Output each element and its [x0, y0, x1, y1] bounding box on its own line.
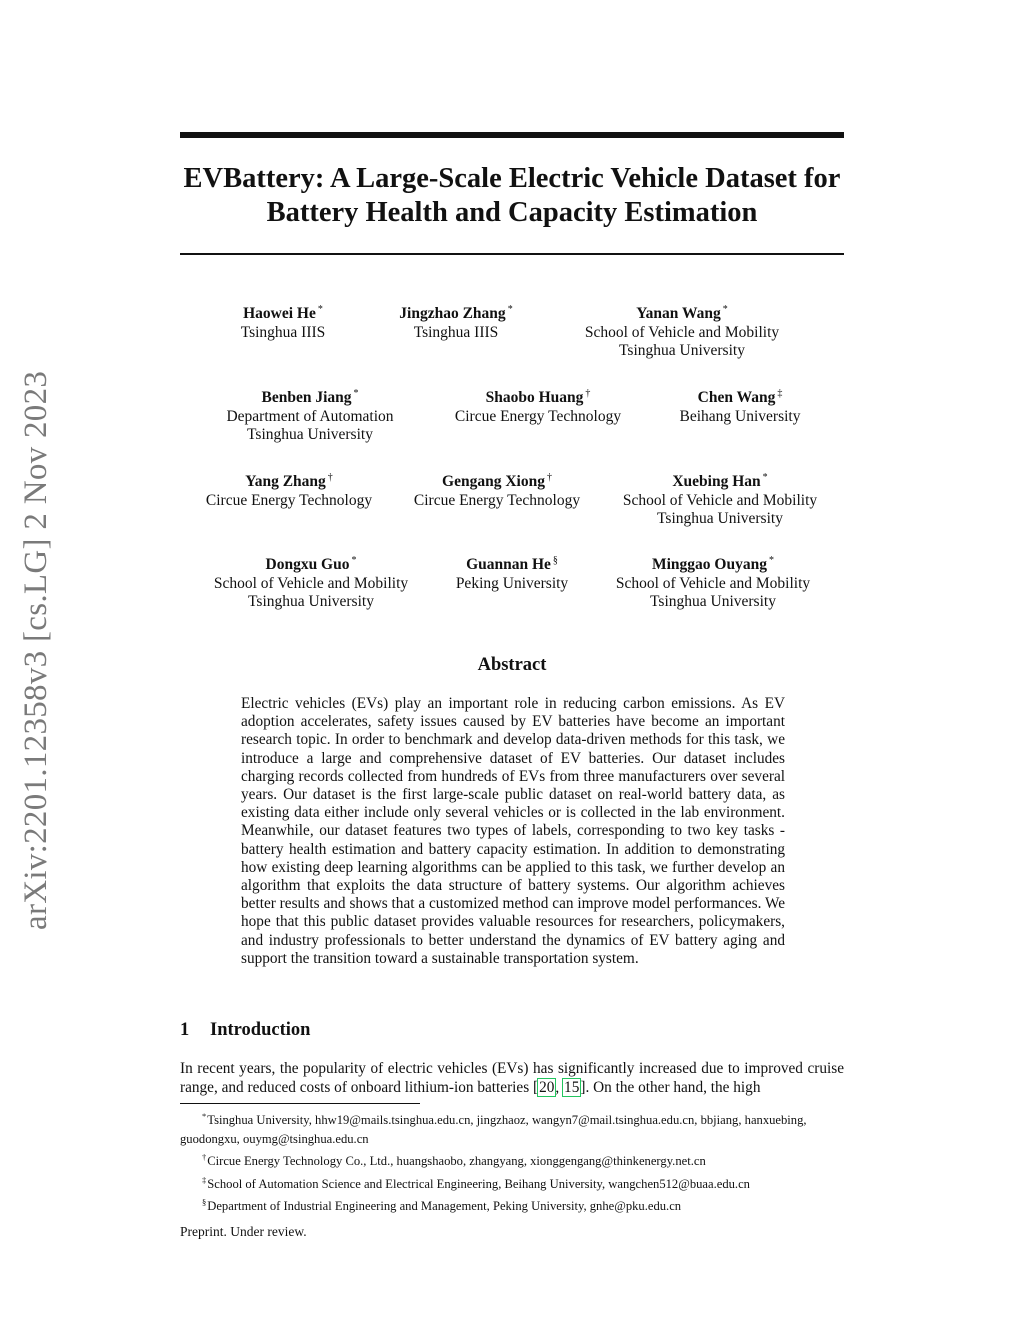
author-block: [180, 385, 440, 445]
section-title: Introduction: [210, 1020, 311, 1040]
footnote: [180, 1171, 844, 1194]
footnote: [180, 1193, 844, 1216]
author-name: Jingzhao Zhang *: [399, 304, 513, 322]
author-affiliation-2: Tsinghua University: [248, 593, 374, 610]
footnote-mark: †: [202, 1152, 207, 1162]
abstract-text: Electric vehicles (EVs) play an important role in reducing carbon emissions. As EV adoption accelerates, safety issues caused by EV batteries have become an important research topic. In order to benchmark and develop data-driven methods for this task, we introduce a large and comprehensive dataset of EV batteries. Our dataset includes charging records collected from hundreds of EVs from three manufacturers over several years. Our dataset is the first large-scale public dataset on real-world battery data, as existing data either include only several vehicles or is collected in the lab environment. Meanwhile, our dataset features two types of labels, corresponding to two key tasks - battery health estimation and battery capacity estimation. In addition to demonstrating how existing deep learning algorithms can be applied to this task, we further develop an algorithm that exploits the data structure of battery systems. Our algorithm achieves better results and shows that a customized method can improve model performances. We hope that this public dataset provides valuable resources for researchers, policymakers, and industry professionals to better understand the dynamics of EV battery aging and support the transition toward a sustainable transportation system.: [241, 695, 785, 967]
author-name: Gengang Xiong †: [442, 472, 552, 490]
author-name: Shaobo Huang †: [485, 388, 591, 406]
footnote-mark: ‡: [202, 1174, 207, 1185]
author-block: [583, 552, 843, 612]
author-affiliation: School of Vehicle and Mobility: [584, 323, 780, 341]
citation-link[interactable]: 15: [564, 1079, 580, 1096]
author-block: [610, 385, 870, 426]
author-name: Guannan He §: [466, 555, 558, 573]
author-block: [326, 301, 586, 342]
footnotes: [180, 1107, 844, 1216]
citation-separator: ,: [555, 1079, 564, 1096]
footnote: [180, 1107, 844, 1148]
footnote: [180, 1148, 844, 1171]
introduction-paragraph: [180, 1059, 844, 1097]
author-block: [590, 469, 850, 529]
author-name: Yang Zhang †: [245, 472, 333, 490]
author-affiliation: School of Vehicle and Mobility: [213, 574, 409, 592]
paper-title: [160, 162, 864, 230]
author-affiliation: School of Vehicle and Mobility: [615, 574, 811, 592]
author-affiliation: Circue Energy Technology: [205, 491, 373, 509]
author-affiliation: Department of Automation: [226, 407, 394, 425]
preprint-notice: Preprint. Under review.: [180, 1224, 307, 1239]
author-affiliation: Tsinghua IIIS: [240, 323, 326, 341]
author-affiliation-2: Tsinghua University: [650, 593, 776, 610]
author-affiliation: Circue Energy Technology: [454, 407, 622, 425]
citation-link[interactable]: 20: [539, 1079, 555, 1096]
footnote-text: Circue Energy Technology Co., Ltd., huangshaobo, zhangyang, xionggengang@thinkenergy.net.cn: [207, 1154, 706, 1168]
title-bottom-rule: [180, 253, 844, 255]
abstract-heading: Abstract: [477, 655, 547, 675]
footnote-mark: §: [202, 1197, 207, 1207]
author-name: Benben Jiang *: [261, 388, 359, 406]
author-name: Minggao Ouyang *: [652, 555, 774, 573]
author-block: [552, 301, 812, 361]
author-name: Yanan Wang *: [636, 304, 728, 322]
title-line-2: Battery Health and Capacity Estimation: [266, 197, 758, 228]
section-number: 1: [180, 1020, 190, 1040]
footnote-text: Tsinghua University, hhw19@mails.tsinghua.edu.cn, jingzhaoz, wangyn7@mail.tsinghua.edu.cn, bbjiang, hanxuebing, guodongxu, ouymg@tsinghua.edu.cn: [180, 1113, 807, 1146]
author-block: [367, 469, 627, 510]
author-name: Chen Wang ‡: [697, 388, 783, 406]
author-name: Haowei He *: [243, 304, 323, 322]
intro-text: In recent years, the popularity of electric vehicles (EVs) has significantly increased due to improved cruise range, and reduced costs of onboard lithium-ion batteries [: [180, 1060, 844, 1096]
author-affiliation: Circue Energy Technology: [413, 491, 581, 509]
intro-text: ]. On the other hand, the high: [580, 1079, 761, 1096]
footnote-text: School of Automation Science and Electrical Engineering, Beihang University, wangchen512@buaa.edu.cn: [207, 1176, 750, 1191]
footnote-rule: [180, 1103, 420, 1104]
author-affiliation: School of Vehicle and Mobility: [622, 491, 818, 509]
author-affiliation: Beihang University: [679, 407, 801, 425]
section-heading: [180, 1019, 310, 1041]
author-affiliation-2: Tsinghua University: [247, 426, 373, 443]
title-top-rule: [180, 132, 844, 138]
footnote-mark: *: [202, 1111, 207, 1121]
author-affiliation-2: Tsinghua University: [657, 510, 783, 527]
title-line-1: EVBattery: A Large-Scale Electric Vehicle Dataset for: [183, 163, 841, 194]
footnote-text: Department of Industrial Engineering and Management, Peking University, gnhe@pku.edu.cn: [207, 1199, 682, 1213]
author-name: Dongxu Guo *: [265, 555, 357, 573]
author-name: Xuebing Han *: [672, 472, 768, 490]
author-affiliation-2: Tsinghua University: [619, 342, 745, 359]
author-affiliation: Peking University: [455, 574, 569, 592]
author-affiliation: Tsinghua IIIS: [413, 323, 499, 341]
arxiv-identifier: arXiv:2201.12358v3 [cs.LG] 2 Nov 2023: [18, 370, 54, 930]
